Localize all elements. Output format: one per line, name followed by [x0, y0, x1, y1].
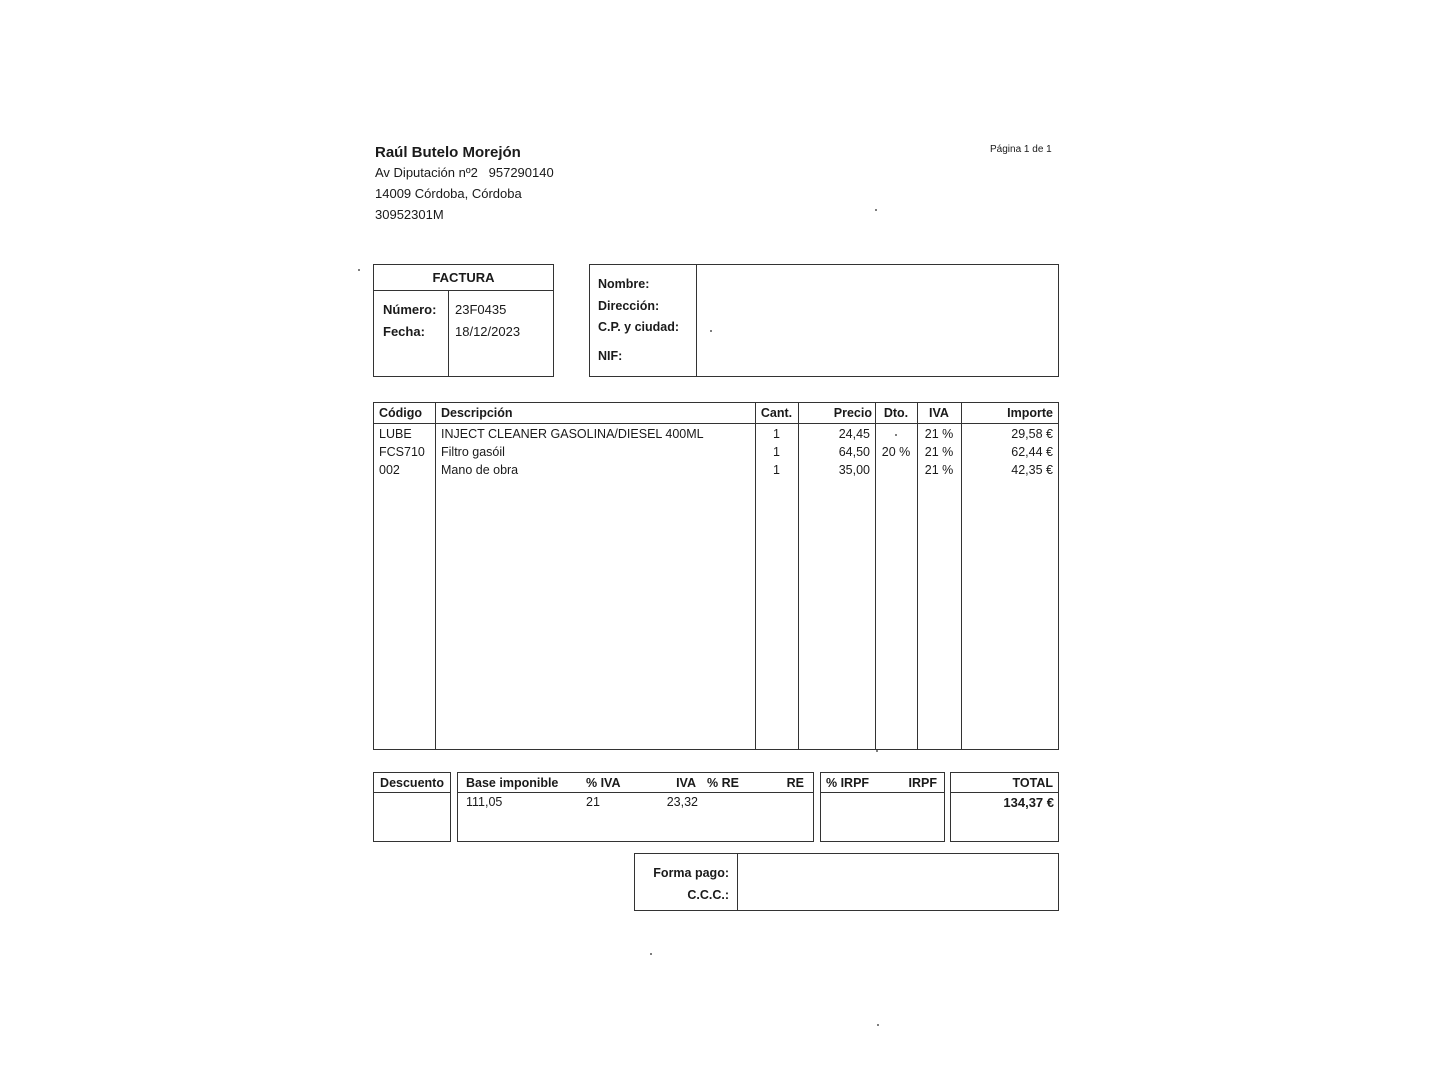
issuer-nif: 30952301M	[375, 207, 444, 222]
item-vat: 21 %	[924, 427, 954, 441]
scan-speck	[358, 269, 360, 271]
item-code: LUBE	[379, 427, 412, 441]
invoice-number: 23F0435	[455, 302, 507, 317]
item-vat: 21 %	[924, 463, 954, 477]
col-header-qty: Cant.	[760, 406, 793, 420]
item-qty: 1	[773, 427, 780, 441]
vat-label: IVA	[676, 776, 696, 790]
col-header-code: Código	[379, 406, 423, 420]
irpf-pct-label: % IRPF	[826, 776, 870, 790]
items-header-divider	[373, 423, 1059, 424]
item-price: 64,50	[838, 445, 870, 459]
invoice-date-label: Fecha:	[383, 324, 425, 339]
scan-speck	[650, 953, 652, 955]
item-qty: 1	[773, 445, 780, 459]
client-address-label: Dirección:	[598, 299, 660, 313]
invoice-box-divider	[373, 290, 554, 291]
col-header-vat: IVA	[929, 406, 949, 420]
invoice-date: 18/12/2023	[455, 324, 521, 339]
client-box-divider	[696, 264, 697, 377]
re-pct-label: % RE	[707, 776, 739, 790]
item-amount: 29,58 €	[1011, 427, 1053, 441]
issuer-address-line: Av Diputación nº2	[375, 165, 478, 180]
item-code: 002	[379, 463, 400, 477]
client-nif-label: NIF:	[598, 349, 623, 363]
col-header-discount: Dto.	[883, 406, 909, 420]
item-code: FCS710	[379, 445, 425, 459]
invoice-box-col-divider	[448, 290, 449, 377]
item-vat: 21 %	[924, 445, 954, 459]
item-price: 24,45	[838, 427, 870, 441]
issuer-name: Raúl Butelo Morejón	[375, 144, 521, 161]
tax-box-divider	[457, 792, 814, 793]
page-number: Página 1 de 1	[990, 144, 1052, 155]
scan-speck	[876, 750, 878, 752]
payment-ccc-label: C.C.C.:	[687, 888, 729, 902]
vat-value: 23,32	[666, 795, 698, 809]
invoice-number-label: Número:	[383, 302, 437, 317]
payment-box	[634, 853, 1059, 911]
vat-pct-value: 21	[586, 795, 600, 809]
discount-label: Descuento	[380, 776, 444, 790]
item-amount: 42,35 €	[1011, 463, 1053, 477]
item-qty: 1	[773, 463, 780, 477]
payment-box-divider	[737, 853, 738, 911]
irpf-box-divider	[820, 792, 945, 793]
base-value: 111,05	[466, 795, 503, 809]
issuer-address	[375, 165, 554, 180]
item-amount: 62,44 €	[1011, 445, 1053, 459]
items-col-divider	[435, 402, 436, 750]
scan-speck	[710, 330, 712, 332]
client-cp-label: C.P. y ciudad:	[598, 320, 680, 334]
col-header-description: Descripción	[441, 406, 513, 420]
scan-speck	[895, 434, 897, 436]
base-label: Base imponible	[466, 776, 559, 790]
total-box-divider	[950, 792, 1059, 793]
item-price: 35,00	[838, 463, 870, 477]
col-header-price: Precio	[833, 406, 872, 420]
discount-box-divider	[373, 792, 451, 793]
vat-pct-label: % IVA	[586, 776, 621, 790]
item-description: INJECT CLEANER GASOLINA/DIESEL 400ML	[441, 427, 704, 441]
scan-speck	[877, 1024, 879, 1026]
col-header-amount: Importe	[1007, 406, 1053, 420]
issuer-city: 14009 Córdoba, Córdoba	[375, 186, 522, 201]
re-label: RE	[786, 776, 804, 790]
payment-method-label: Forma pago:	[653, 866, 729, 880]
scan-speck	[875, 209, 877, 211]
item-discount: 20 %	[881, 445, 911, 459]
client-name-label: Nombre:	[598, 277, 650, 291]
total-value: 134,37 €	[1003, 795, 1054, 810]
item-description: Mano de obra	[441, 463, 519, 477]
issuer-phone: 957290140	[488, 165, 554, 180]
irpf-label: IRPF	[908, 776, 937, 790]
invoice-title: FACTURA	[432, 270, 495, 285]
item-description: Filtro gasóil	[441, 445, 505, 459]
total-label: TOTAL	[1012, 776, 1053, 790]
